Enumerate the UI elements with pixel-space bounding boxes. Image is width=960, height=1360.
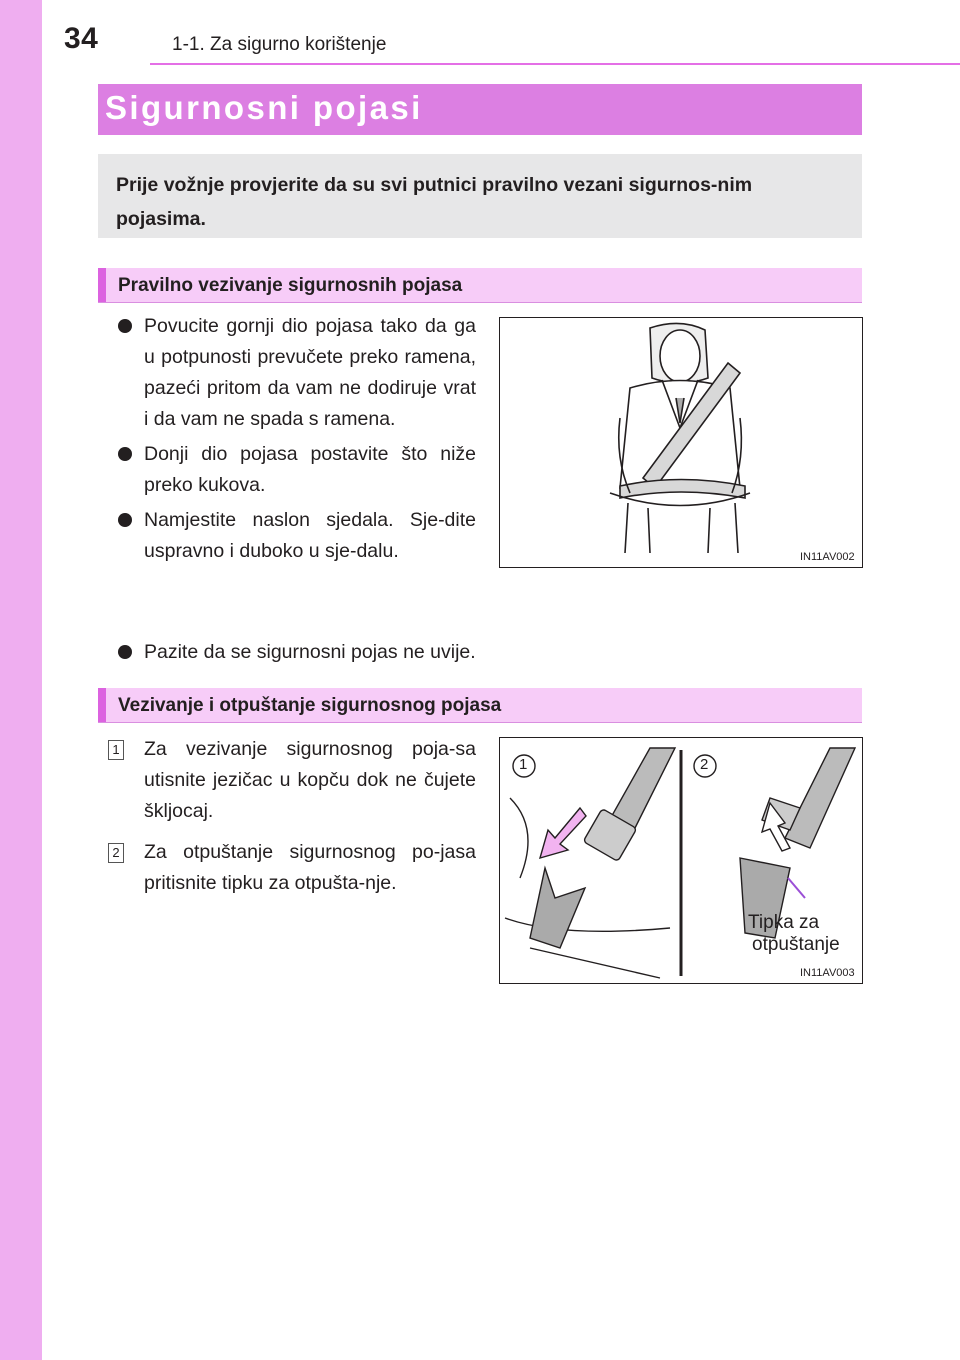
subheading-accent: [98, 268, 106, 302]
step-item: 2 Za otpuštanje sigurnosnog po-jasa pritisnite tipku za otpušta-nje.: [108, 837, 476, 899]
figure-buckle: [499, 737, 863, 984]
bullet-dot: [118, 513, 132, 527]
bullet-dot: [118, 645, 132, 659]
subheading-fastening-releasing: [98, 688, 862, 723]
figure-label-1: 1: [519, 756, 528, 773]
subheading-text: Vezivanje i otpuštanje sigurnosnog pojasa: [118, 695, 502, 716]
bullet-list-cont: [118, 637, 818, 672]
step-item: 1 Za vezivanje sigurnosnog poja-sa utisnite jezičac u kopču dok ne čujete škljocaj.: [108, 734, 476, 827]
bullet-item: Pazite da se sigurnosni pojas ne uvije.: [118, 637, 818, 668]
bullet-item: Povucite gornji dio pojasa tako da ga u potpunosti prevučete preko ramena, pazeći pritom da vam ne dodiruje vrat i da vam ne spada s ramena.: [118, 311, 476, 435]
bullet-list: [118, 311, 476, 571]
bullet-dot: [118, 319, 132, 333]
figure-label-2: 2: [700, 756, 709, 773]
intro-text: Prije vožnje provjerite da su svi putnici pravilno vezani sigurnos-nim pojasima.: [116, 174, 753, 230]
chapter-label: 1-1. Za sigurno korištenje: [172, 34, 387, 55]
bullet-dot: [118, 447, 132, 461]
page-title: Sigurnosni pojasi: [105, 89, 423, 126]
step-number: 1: [108, 740, 124, 760]
seated-person-illustration: [500, 318, 862, 567]
callout-release-button-line1: Tipka za: [748, 912, 820, 933]
side-color-tab: [0, 0, 42, 1360]
header-divider: [150, 63, 960, 65]
subheading-text: Pravilno vezivanje sigurnosnih pojasa: [118, 275, 463, 296]
step-list: [108, 734, 476, 909]
figure-seated-person: [499, 317, 863, 568]
bullet-item: Donji dio pojasa postavite što niže preko kukova.: [118, 439, 476, 501]
figure-code: IN11AV002: [800, 551, 855, 563]
callout-release-button-line2: otpuštanje: [752, 934, 840, 955]
bullet-item: Namjestite naslon sjedala. Sje-dite uspravno i duboko u sje-dalu.: [118, 505, 476, 567]
subheading-correct-fastening: [98, 268, 862, 303]
figure-code: IN11AV003: [800, 967, 855, 979]
step-number: 2: [108, 843, 124, 863]
subheading-accent: [98, 688, 106, 722]
page-number: 34: [64, 22, 99, 55]
